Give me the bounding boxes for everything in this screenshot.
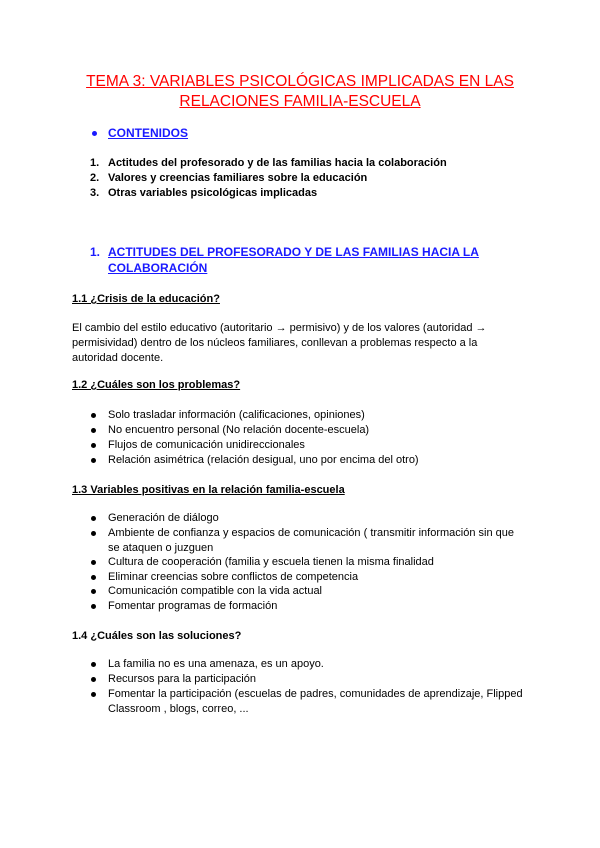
bullet-icon (91, 531, 96, 536)
document-title-line1: TEMA 3: VARIABLES PSICOLÓGICAS IMPLICADAS EN LAS (86, 73, 514, 90)
bullet-icon (91, 692, 96, 697)
subheading-1-4: 1.4 ¿Cuáles son las soluciones? (72, 630, 242, 642)
bullet-icon (91, 516, 96, 521)
list-item: Fomentar programas de formación (108, 599, 277, 614)
section1-number: 1. (90, 245, 101, 259)
subheading-1-3: 1.3 Variables positivas en la relación familia-escuela (72, 484, 345, 496)
section1-heading-line2: COLABORACIÓN (108, 261, 208, 275)
contents-item: Valores y creencias familiares sobre la educación (108, 172, 368, 184)
contents-item: Otras variables psicológicas implicadas (108, 187, 318, 199)
contents-label: CONTENIDOS (108, 126, 189, 140)
list-item: Flujos de comunicación unidireccionales (108, 438, 305, 453)
list-item: Cultura de cooperación (familia y escuela tienen la misma finalidad (108, 555, 434, 570)
list-item: Fomentar la participación (escuelas de padres, comunidades de aprendizaje, Flipped (108, 687, 523, 702)
contents-heading[interactable] (108, 126, 188, 140)
subheading-1-1: 1.1 ¿Crisis de la educación? (72, 293, 220, 305)
list-item: Recursos para la participación (108, 672, 256, 687)
paragraph-line: El cambio del estilo educativo (autoritario → permisivo) y de los valores (autoridad → (72, 322, 487, 334)
paragraph-line: autoridad docente. (72, 352, 164, 364)
list-item: Comunicación compatible con la vida actual (108, 584, 322, 599)
contents-item-number: 3. (90, 187, 100, 199)
bullet-icon (91, 589, 96, 594)
bullet-icon (91, 413, 96, 418)
list-item: Ambiente de confianza y espacios de comunicación ( transmitir información sin que (108, 526, 514, 541)
bullet-icon (91, 575, 96, 580)
contents-item-number: 1. (90, 157, 100, 169)
list-item-continuation: se ataquen o juzguen (108, 542, 214, 554)
contents-item-number: 2. (90, 172, 100, 184)
paragraph-line: permisividad) dentro de los núcleos familiares, conllevan a problemas respecto a la (72, 337, 478, 349)
bullet-icon (91, 458, 96, 463)
list-item-continuation: Classroom , blogs, correo, ... (108, 703, 249, 715)
bullet-icon (91, 560, 96, 565)
list-item: No encuentro personal (No relación docente-escuela) (108, 423, 369, 438)
list-item: La familia no es una amenaza, es un apoyo. (108, 657, 324, 672)
list-item: Solo trasladar información (calificaciones, opiniones) (108, 408, 365, 423)
bullet-icon (91, 604, 96, 609)
section1-heading-line1: ACTITUDES DEL PROFESORADO Y DE LAS FAMILIAS HACIA LA (108, 245, 479, 259)
bullet-icon (91, 662, 96, 667)
bullet-icon (91, 428, 96, 433)
contents-item: Actitudes del profesorado y de las familias hacia la colaboración (108, 157, 447, 169)
list-item: Eliminar creencias sobre conflictos de competencia (108, 570, 358, 585)
bullet-icon (92, 131, 97, 136)
bullet-icon (91, 443, 96, 448)
document-title-line2: RELACIONES FAMILIA-ESCUELA (179, 93, 421, 110)
bullet-icon (91, 677, 96, 682)
subheading-1-2: 1.2 ¿Cuáles son los problemas? (72, 379, 241, 391)
list-item: Generación de diálogo (108, 511, 219, 526)
list-item: Relación asimétrica (relación desigual, uno por encima del otro) (108, 453, 419, 468)
